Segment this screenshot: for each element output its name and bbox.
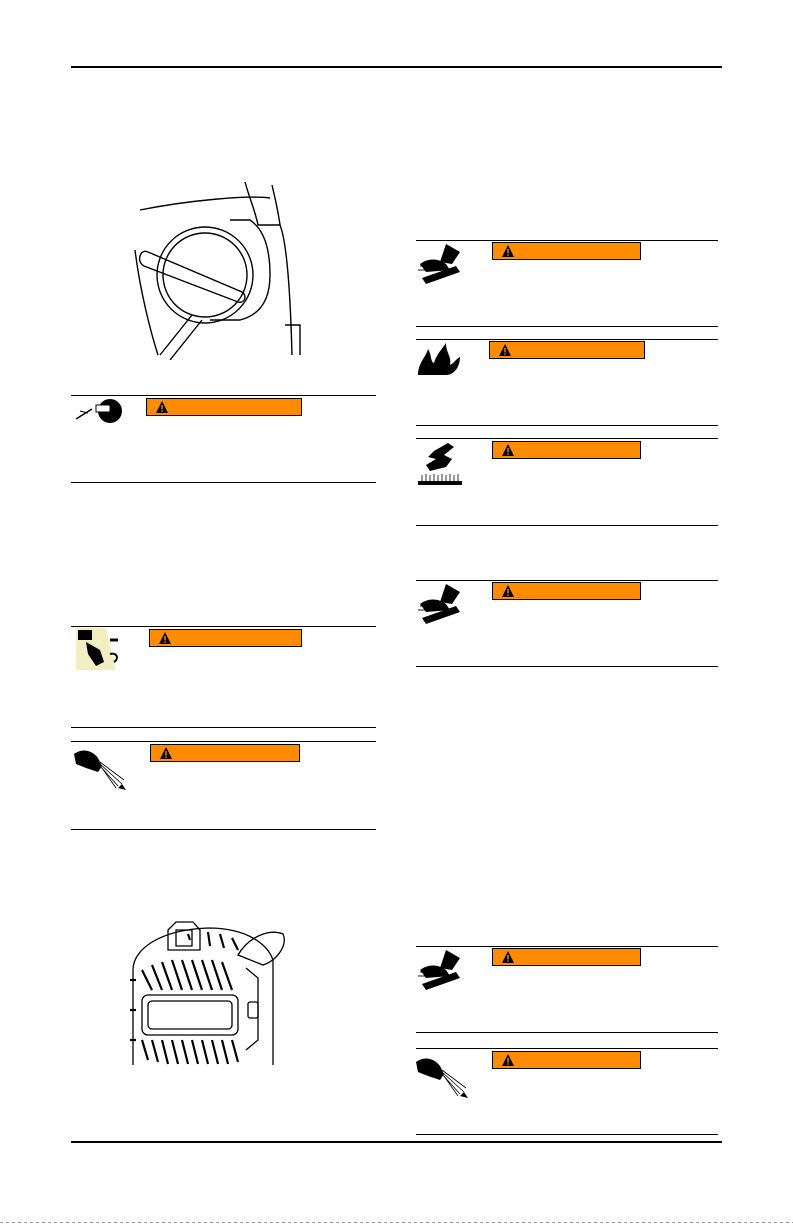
- hot-surface-icon: [416, 441, 464, 487]
- warning-hot-bottom-rule: [416, 525, 718, 526]
- warning-bar-injection-right: [492, 1051, 641, 1069]
- warning-moving1-bottom-rule: [416, 326, 718, 327]
- header-rule: [71, 66, 722, 68]
- fuel-cap-illustration: [130, 180, 310, 360]
- fire-icon: [416, 341, 462, 377]
- warning-moving2-bottom-rule: [416, 666, 718, 667]
- warning-bar-injection-left: [150, 744, 300, 762]
- warning-bar-moving3: [492, 948, 641, 966]
- warning-cut-top-rule: [71, 626, 376, 627]
- footer-rule: [71, 1141, 722, 1143]
- warning-triangle-icon: [501, 244, 515, 258]
- warning-triangle-icon: [498, 343, 512, 357]
- warning-triangle-icon: [159, 746, 173, 760]
- warning-injection-right-bottom-rule: [416, 1134, 718, 1135]
- warning-triangle-icon: [501, 443, 515, 457]
- warning-bar-fire: [489, 341, 645, 359]
- moving-parts-hand-icon: [416, 948, 464, 992]
- warning-injection-right-top-rule: [416, 1048, 718, 1049]
- cut-hazard-icon: [76, 628, 124, 670]
- spray-injection-icon: [414, 1052, 470, 1100]
- warning-hot-top-rule: [416, 438, 718, 439]
- page-bottom-edge: [0, 1222, 793, 1223]
- warning-moving1-top-rule: [416, 240, 718, 241]
- warning-bar-cut: [149, 629, 302, 647]
- warning-bar-hot: [492, 441, 641, 459]
- warning-fire-bottom-rule: [416, 425, 718, 426]
- warning-triangle-icon: [501, 950, 515, 964]
- warning-cut-bottom-rule: [71, 727, 376, 728]
- spray-injection-icon: [72, 744, 128, 792]
- warning-eye-bottom-rule: [71, 482, 376, 483]
- warning-fire-top-rule: [416, 339, 718, 340]
- warning-injection-left-bottom-rule: [71, 829, 376, 830]
- warning-moving2-top-rule: [416, 580, 718, 581]
- warning-triangle-icon: [158, 631, 172, 645]
- warning-eye-top-rule: [71, 395, 376, 396]
- warning-triangle-icon: [501, 1053, 515, 1067]
- warning-moving3-bottom-rule: [416, 1032, 718, 1033]
- warning-moving3-top-rule: [416, 946, 718, 947]
- warning-triangle-icon: [501, 584, 515, 598]
- warning-triangle-icon: [155, 400, 169, 414]
- warning-bar-eye: [146, 398, 302, 416]
- warning-bar-moving1: [492, 242, 641, 260]
- recoil-starter-illustration: [128, 920, 288, 1070]
- safety-glasses-icon: [74, 397, 124, 427]
- recoil-starter-figure: [128, 920, 288, 1070]
- fuel-cap-figure: [130, 180, 310, 360]
- moving-parts-hand-icon: [416, 242, 464, 286]
- warning-injection-left-top-rule: [71, 741, 376, 742]
- moving-parts-hand-icon: [416, 582, 464, 626]
- warning-bar-moving2: [492, 582, 641, 600]
